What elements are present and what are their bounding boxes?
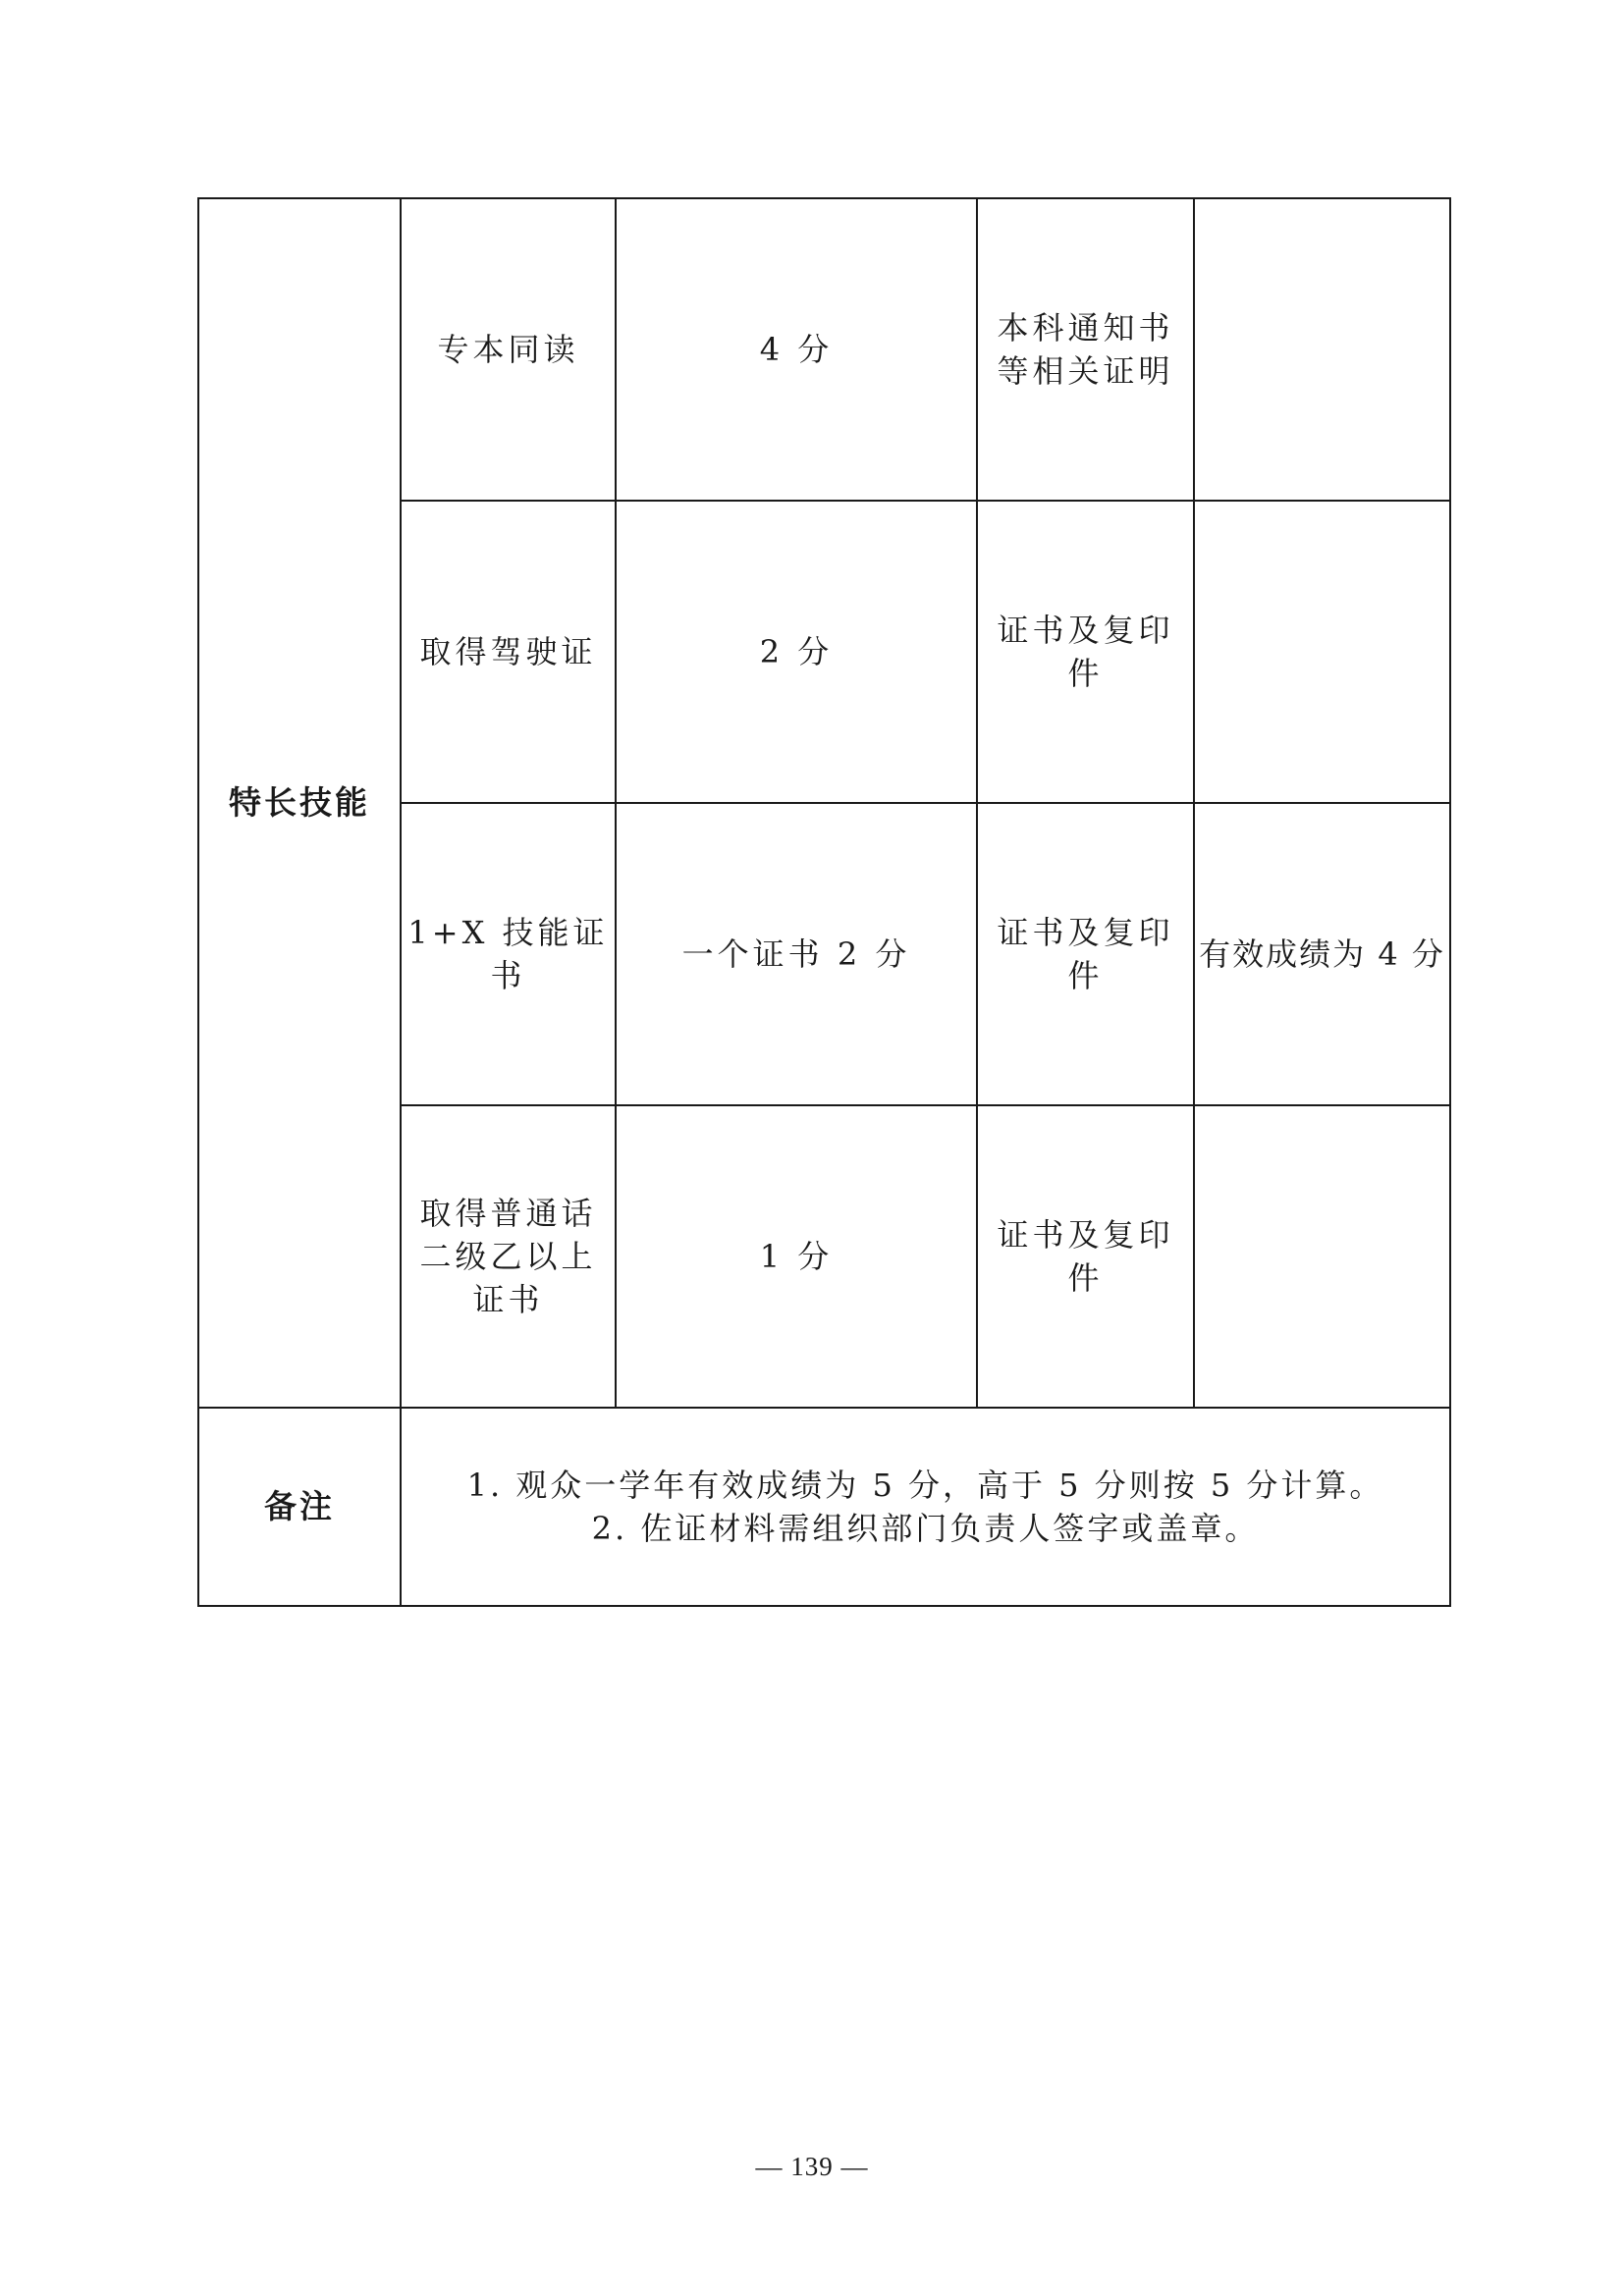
note-text: 有效成绩为 4 分 bbox=[1199, 934, 1445, 973]
score-cell bbox=[617, 502, 976, 802]
proof-cell bbox=[978, 199, 1193, 500]
remarks-label-cell bbox=[199, 1409, 400, 1605]
remarks-text bbox=[467, 1464, 1384, 1550]
score-text: 4 分 bbox=[759, 330, 834, 368]
item-text: 专本同读 bbox=[437, 330, 579, 368]
page-number: — 139 — bbox=[755, 2152, 869, 2181]
note-cell bbox=[1195, 804, 1449, 1104]
score-text: 1 分 bbox=[759, 1237, 834, 1275]
note-cell bbox=[1195, 502, 1449, 802]
item-cell bbox=[402, 199, 615, 500]
proof-text: 证书及复印 件 bbox=[997, 1215, 1174, 1297]
note-cell bbox=[1195, 199, 1449, 500]
section-label: 特长技能 bbox=[229, 783, 370, 823]
score-cell bbox=[617, 1106, 976, 1407]
note-cell bbox=[1195, 1106, 1449, 1407]
proof-text: 本科通知书 等相关证明 bbox=[997, 308, 1174, 390]
item-cell bbox=[402, 502, 615, 802]
section-label-cell bbox=[199, 199, 400, 1407]
score-cell bbox=[617, 804, 976, 1104]
remarks-label: 备注 bbox=[264, 1487, 335, 1526]
proof-cell bbox=[978, 502, 1193, 802]
item-text: 取得驾驶证 bbox=[419, 632, 597, 670]
table-border-bottom bbox=[197, 1605, 1451, 1607]
score-text: 一个证书 2 分 bbox=[681, 934, 911, 973]
remark-line: 2. 佐证材料需组织部门负责人签字或盖章。 bbox=[591, 1510, 1260, 1547]
item-cell bbox=[402, 1106, 615, 1407]
remarks-content-cell bbox=[402, 1409, 1449, 1605]
score-cell bbox=[617, 199, 976, 500]
table-border-right bbox=[1449, 197, 1451, 1607]
remark-line: 1. 观众一学年有效成绩为 5 分，高于 5 分则按 5 分计算。 bbox=[466, 1466, 1384, 1504]
proof-text: 证书及复印 件 bbox=[997, 913, 1174, 994]
score-text: 2 分 bbox=[759, 632, 834, 670]
proof-cell bbox=[978, 804, 1193, 1104]
item-text: 1+X 技能证 书 bbox=[407, 913, 609, 994]
item-cell bbox=[402, 804, 615, 1104]
proof-cell bbox=[978, 1106, 1193, 1407]
proof-text: 证书及复印 件 bbox=[997, 611, 1174, 692]
item-text: 取得普通话 二级乙以上 证书 bbox=[419, 1194, 597, 1319]
